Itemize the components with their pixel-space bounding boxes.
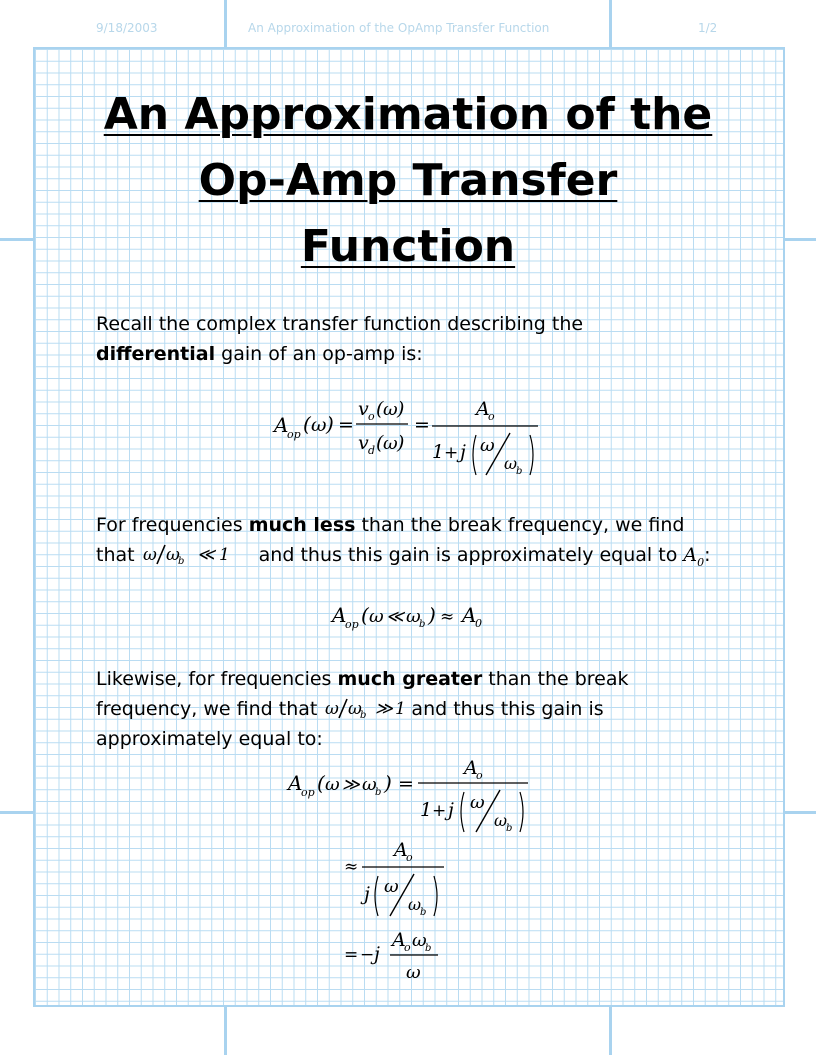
header-date: 9/18/2003 — [96, 21, 158, 35]
svg-text:A: A — [462, 603, 477, 627]
svg-text:ω: ω — [470, 792, 485, 813]
svg-text:j: j — [374, 943, 380, 965]
svg-text:≪: ≪ — [196, 545, 215, 565]
svg-text:ω: ω — [311, 414, 327, 436]
high-freq-text-5: approximately equal to: — [96, 728, 323, 750]
low-freq-text-3: that — [96, 544, 141, 566]
high-freq-bold: much greater — [337, 668, 483, 690]
equation-high-frequency — [286, 756, 536, 836]
svg-text:b: b — [360, 710, 367, 720]
svg-text:≈: ≈ — [440, 607, 455, 627]
svg-text:(: ( — [376, 398, 384, 420]
svg-text:A: A — [392, 929, 406, 951]
svg-text:(: ( — [303, 412, 311, 436]
equation-result — [342, 926, 452, 986]
svg-text:ω: ω — [348, 699, 363, 719]
low-freq-text-4: and thus this gain is approximately equal to — [252, 544, 684, 566]
svg-text:j: j — [364, 883, 370, 905]
svg-text:A: A — [476, 398, 490, 420]
svg-text:=: = — [398, 773, 414, 795]
paragraph-high-frequency — [96, 664, 736, 754]
svg-text:b: b — [420, 907, 427, 918]
header-title: An Approximation of the OpAmp Transfer Function — [248, 21, 550, 35]
svg-text:ω: ω — [325, 774, 340, 795]
equation-transfer-function — [272, 395, 552, 481]
svg-text:j: j — [460, 441, 466, 463]
title-line-1: An Approximation of the — [103, 89, 713, 140]
svg-text:b: b — [516, 466, 523, 477]
svg-text:A: A — [464, 757, 478, 779]
svg-text:(: ( — [317, 771, 325, 795]
svg-text:A: A — [394, 839, 408, 861]
svg-text:): ) — [428, 603, 436, 627]
svg-text:b: b — [419, 619, 426, 630]
svg-text:ω: ω — [412, 930, 427, 951]
svg-text:ω: ω — [142, 545, 157, 565]
svg-text:−: − — [360, 945, 375, 965]
svg-text:o: o — [406, 851, 413, 864]
svg-text:o: o — [368, 410, 375, 423]
svg-text:ω: ω — [408, 895, 422, 914]
svg-text:≫: ≫ — [342, 775, 360, 795]
svg-text:ω: ω — [383, 433, 398, 454]
svg-text:1: 1 — [432, 441, 445, 463]
svg-text:+: + — [444, 443, 459, 463]
svg-text:): ) — [384, 771, 392, 795]
low-freq-text-2: than the break frequency, we find — [355, 514, 685, 536]
svg-text:1: 1 — [395, 699, 406, 719]
svg-text:v: v — [358, 398, 369, 420]
svg-text:A: A — [332, 603, 347, 627]
high-freq-text-1: Likewise, for frequencies — [96, 668, 338, 690]
title-line-2: Op-Amp Transfer — [198, 155, 618, 206]
svg-text:b: b — [375, 787, 382, 798]
svg-text:o: o — [476, 769, 483, 782]
svg-text:ω: ω — [480, 435, 495, 456]
low-freq-text-1: For frequencies — [96, 514, 249, 536]
svg-text:op: op — [301, 786, 315, 799]
svg-text:≈: ≈ — [344, 857, 359, 877]
svg-text:ω: ω — [384, 876, 399, 897]
low-freq-text-5: : — [704, 544, 711, 566]
high-freq-text-2: than the break — [482, 668, 629, 690]
symbol-a0: A — [683, 544, 698, 566]
intro-bold: differential — [96, 343, 216, 365]
svg-text:op: op — [287, 428, 301, 441]
svg-text:): ) — [397, 398, 405, 420]
low-freq-bold: much less — [248, 514, 356, 536]
svg-text:ω: ω — [406, 606, 421, 627]
svg-text:ω: ω — [406, 962, 421, 983]
equation-approx — [342, 838, 452, 920]
svg-text:ω: ω — [494, 811, 508, 830]
intro-text-1: Recall the complex transfer function describing the — [96, 313, 584, 335]
svg-text:ω: ω — [369, 606, 384, 627]
svg-text:A: A — [288, 771, 303, 795]
svg-text:v: v — [358, 432, 369, 454]
svg-text:o: o — [488, 410, 495, 423]
svg-text:=: = — [338, 414, 354, 436]
svg-text:b: b — [506, 823, 513, 834]
svg-text:=: = — [414, 414, 430, 436]
svg-text:≪: ≪ — [386, 607, 404, 627]
svg-text:(: ( — [361, 603, 369, 627]
title-line-3: Function — [300, 221, 516, 272]
inline-ratio-greater — [323, 698, 405, 720]
svg-text:): ) — [397, 432, 405, 454]
svg-text:(: ( — [376, 432, 384, 454]
svg-text:b: b — [425, 943, 432, 954]
svg-text:ω: ω — [362, 774, 377, 795]
paragraph-low-frequency — [96, 510, 736, 578]
header-page-number: 1/2 — [698, 21, 718, 35]
symbol-a0-subscript: 0 — [697, 555, 705, 569]
svg-text:0: 0 — [475, 617, 482, 630]
svg-text:ω: ω — [325, 699, 340, 719]
svg-text:ω: ω — [504, 454, 518, 473]
svg-text:A: A — [274, 413, 289, 437]
svg-text:d: d — [368, 444, 376, 457]
page-title — [80, 82, 736, 280]
svg-text:op: op — [345, 618, 359, 631]
inline-ratio-less — [141, 544, 253, 566]
intro-text-2: gain of an op-amp is: — [215, 343, 423, 365]
svg-text:1: 1 — [420, 799, 433, 821]
high-freq-text-3: frequency, we find that — [96, 698, 324, 720]
high-freq-text-4: and thus this gain is — [405, 698, 604, 720]
svg-text:1: 1 — [218, 545, 230, 565]
svg-text:j: j — [448, 799, 454, 821]
svg-text:≫: ≫ — [375, 699, 394, 719]
svg-text:=: = — [344, 945, 359, 965]
svg-text:ω: ω — [165, 545, 180, 565]
equation-low-frequency — [330, 600, 490, 634]
svg-text:ω: ω — [383, 399, 398, 420]
svg-text:): ) — [326, 412, 334, 436]
paragraph-intro — [96, 309, 736, 369]
svg-text:b: b — [177, 556, 185, 566]
svg-text:o: o — [404, 941, 411, 954]
svg-text:+: + — [432, 801, 447, 821]
